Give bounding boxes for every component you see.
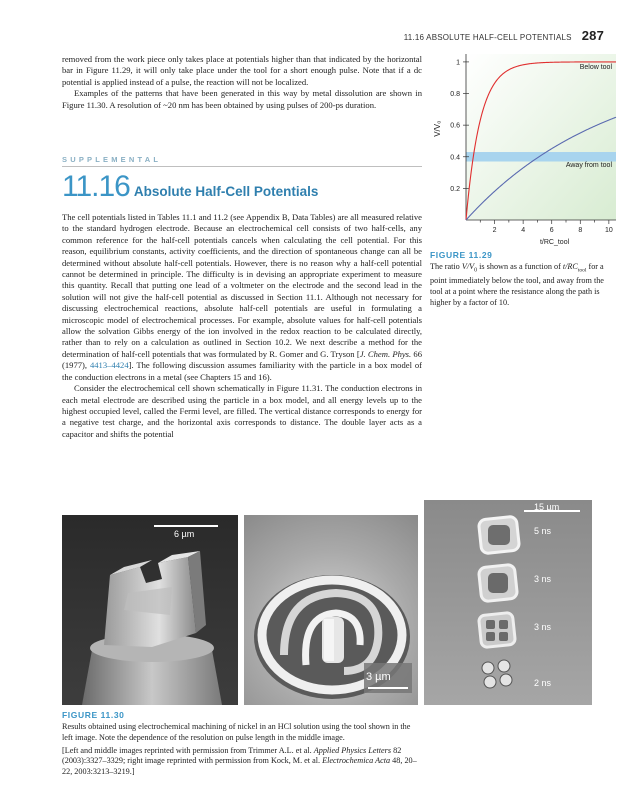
y-tick-label: 0.6 bbox=[450, 122, 460, 130]
sem-image-array bbox=[424, 500, 592, 705]
x-tick-label: 6 bbox=[549, 227, 554, 234]
journal-name: J. Chem. Phys. bbox=[359, 348, 412, 359]
text-run: is shown as a function of bbox=[477, 262, 563, 271]
y-axis-label: V/V₀ bbox=[433, 120, 442, 137]
figure-label: FIGURE 11.29 bbox=[430, 250, 493, 260]
text-run: ]. The following discussion assumes familiarity with the particle in a box model of the conduction electrons in a metal (see Chapters 15 and 16). bbox=[62, 360, 423, 382]
running-title: 11.16 ABSOLUTE HALF-CELL POTENTIALS bbox=[403, 33, 572, 42]
page-number: 287 bbox=[581, 28, 604, 43]
paragraph: Consider the electrochemical cell shown schematically in Figure 11.31. The conduction electrons in each metal electrode are described using the particle in a box model, and all energy levels up to the highest occupied level, called the Fermi level, are filled. The vertical distance corresponds to energy for a negative test charge, and the horizontal axis corresponds to distance. The double layer acts as a capacitor and shifts the potential bbox=[62, 383, 422, 439]
text-run: 82 (2003):3327–3329; right image reprinted with permission from Kock, M. et al. bbox=[62, 745, 402, 766]
caption-credits bbox=[62, 746, 422, 778]
pulse-label: 3 ns bbox=[534, 574, 552, 584]
scale-label: 6 µm bbox=[174, 529, 195, 539]
caption-text: Results obtained using electrochemical machining of nickel in an HCl solution using the tool shown in the left image. Note the dependence of the resolution on pulse length in the middle image. bbox=[62, 722, 411, 742]
text-run: The ratio bbox=[430, 262, 462, 271]
array-illustration bbox=[424, 500, 592, 705]
main-text bbox=[62, 212, 422, 440]
scale-label: 15 µm bbox=[534, 502, 560, 512]
text-run: for a point immediately below the tool, and away from the tool at a point where the resistance along the path is higher by a factor of 10. bbox=[430, 262, 604, 308]
figure-label: FIGURE 11.30 bbox=[62, 710, 125, 720]
journal-name: Applied Physics Letters bbox=[313, 745, 392, 755]
caption-text bbox=[430, 262, 608, 309]
figure-11-29-chart bbox=[430, 40, 620, 250]
section-title: Absolute Half-Cell Potentials bbox=[133, 184, 319, 199]
plot-area bbox=[466, 54, 616, 220]
math: V/V bbox=[461, 262, 475, 271]
sem-image-spiral bbox=[244, 515, 418, 705]
journal-name: Electrochemica Acta bbox=[322, 756, 391, 766]
math: t/RC bbox=[562, 262, 578, 271]
text-run: 66 (1977), bbox=[62, 348, 423, 371]
y-tick-label: 0.2 bbox=[450, 185, 460, 193]
x-tick-label: 10 bbox=[604, 227, 613, 234]
tool-illustration bbox=[62, 515, 238, 705]
paragraph bbox=[62, 212, 422, 383]
figure-11-29-caption bbox=[430, 250, 608, 309]
pulse-label: 3 ns bbox=[534, 622, 552, 632]
x-axis-label: t/RC_tool bbox=[539, 239, 570, 246]
x-tick-label: 8 bbox=[578, 227, 583, 234]
paragraph: Examples of the patterns that have been generated in this way by metal dissolution are shown in Figure 11.30. A resolution of ~20 nm has been obtained by using pulses of 200-ps duration. bbox=[62, 88, 422, 110]
text-run: 48, 20–22, 2003:3213–3219.] bbox=[62, 756, 417, 777]
math-sub: tool bbox=[577, 267, 587, 274]
threshold-band bbox=[466, 152, 616, 161]
scale-label: 3 µm bbox=[366, 671, 391, 683]
annotation-below-tool: Below tool bbox=[579, 64, 612, 72]
text-run: The cell potentials listed in Tables 11.1 and 11.2 (see Appendix B, Data Tables) are all measured relative to the standard hydrogen electrode. Because an electrochemical cell consists of two half-cells, any common reference for the half-cell potentials cancels when calculating the cell potential. For this reason, equilibrium constants, activity coefficients, and the direction of spontaneous change can all be determined without absolute half-cell potentials. However, there is no reason why a half-cell potential cannot be determined in principle. The difficulty is in devising an appropriate experiment to measure this quantity. Recall that putting one lead of a voltmeter on the electrode and the second lead in the solution will not give the half-cell potential as discussed in Section 11.1. Although not necessary for discussing electrochemical reactions, absolute half-cell potentials are useful in formulating a microscopic model of electrochemical processes. For example, absolute values for half-cell potentials allow the solvation Gibbs energy of the ion involved in the redox reaction to be calculated directly, rather than to rely on a calculation as outlined in Section 10.2. We next describe a method for the determination of half-cell potentials that was formulated by R. Gomer and G. Tryson [ bbox=[62, 212, 422, 359]
y-tick-label: 1 bbox=[456, 59, 460, 67]
pulse-label: 2 ns bbox=[534, 678, 552, 688]
divider bbox=[62, 166, 422, 167]
pulse-label: 5 ns bbox=[534, 526, 552, 536]
math-sub: 0 bbox=[474, 267, 478, 274]
y-tick-label: 0.4 bbox=[450, 154, 460, 162]
text-run: [Left and middle images reprinted with permission from Trimmer A.L. et al. bbox=[62, 745, 314, 755]
y-tick-label: 0.8 bbox=[450, 91, 460, 99]
page-range: 4413–4424 bbox=[89, 360, 129, 371]
sem-image-tool bbox=[62, 515, 238, 705]
section-number: 11.16 bbox=[62, 170, 130, 203]
paragraph: removed from the work piece only takes place at potentials higher than that indicated by the horizontal bar in Figure 11.29, it will only take place under the tool for a short enough pulse. Note that if a dc potential is applied instead of a pulse, the reaction will not be localized. bbox=[62, 54, 422, 87]
supplemental-label: SUPPLEMENTAL bbox=[62, 155, 162, 164]
scale-bar bbox=[368, 687, 408, 689]
annotation-away-from-tool: Away from tool bbox=[565, 162, 612, 170]
x-tick-label: 4 bbox=[521, 227, 526, 234]
x-tick-label: 2 bbox=[492, 227, 497, 234]
figure-11-30-caption bbox=[62, 710, 422, 778]
section-heading bbox=[62, 170, 318, 204]
top-text bbox=[62, 54, 422, 111]
scale-bar bbox=[154, 525, 218, 527]
